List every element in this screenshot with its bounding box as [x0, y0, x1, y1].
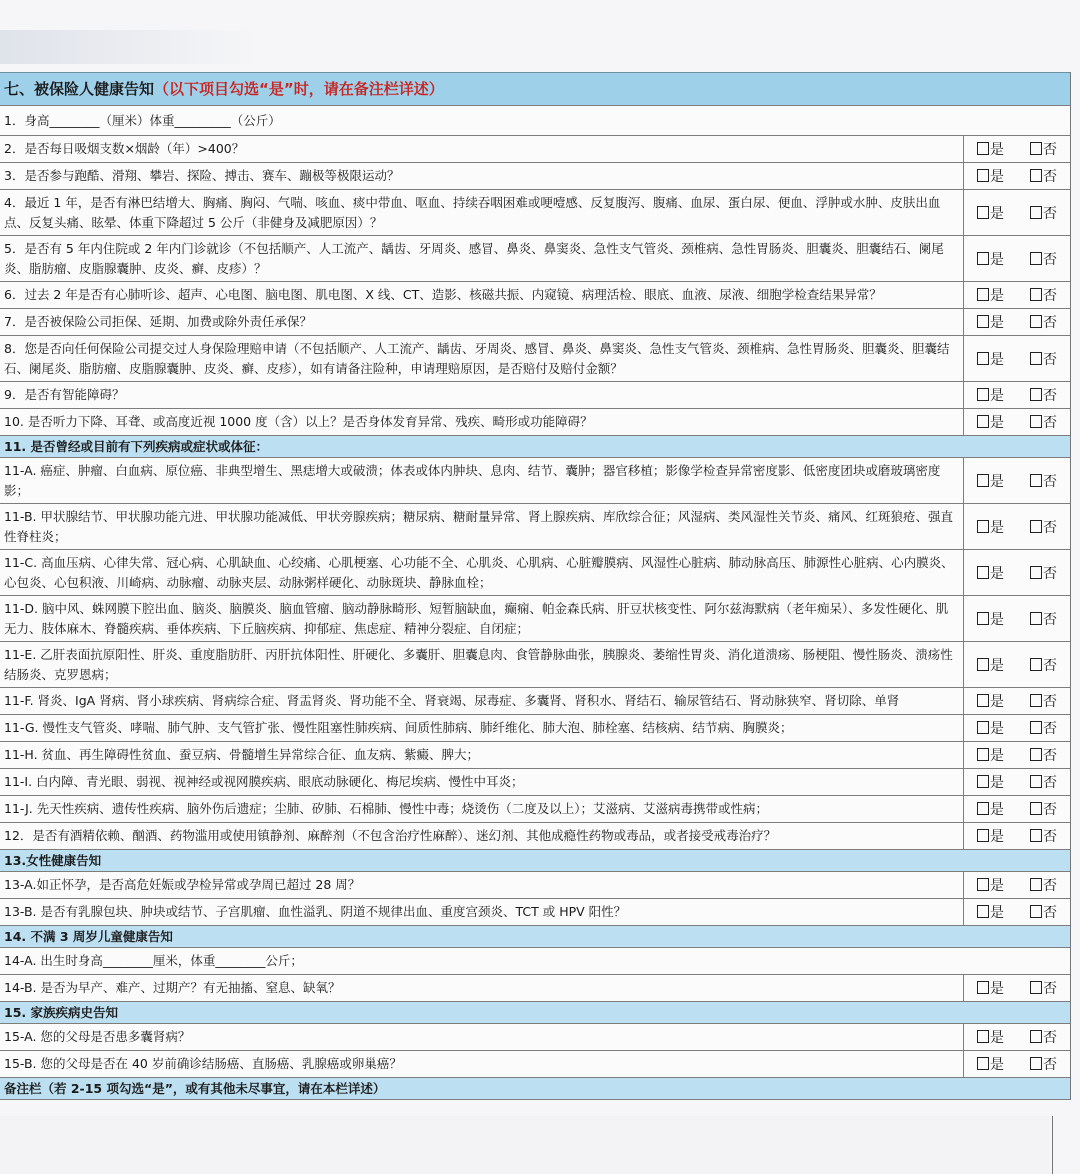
section-label: 11. 是否曾经或目前有下列疾病或症状或体征： [4, 438, 268, 454]
question-text: 7．是否被保险公司拒保、延期、加费或除外责任承保？ [4, 314, 312, 329]
answer-cell [963, 336, 1070, 381]
checkbox-icon[interactable] [977, 474, 989, 487]
no-option[interactable] [1030, 875, 1057, 895]
answer-cell [963, 409, 1070, 435]
no-label: 否 [1043, 611, 1057, 628]
question-text: 11-B. 甲状腺结节、甲状腺功能亢进、甲状腺功能减低、甲状旁腺疾病；糖尿病、糖耐量异常、肾上腺疾病、库欣综合征；风湿病、类风湿性关节炎、痛风、红斑狼疮、强直性脊柱炎； [4, 508, 953, 544]
checkbox-icon[interactable] [1030, 169, 1042, 182]
question-text: 3．是否参与跑酷、滑翔、攀岩、探险、搏击、赛车、蹦极等极限运动？ [4, 168, 400, 183]
answer-cell [963, 688, 1070, 714]
no-label: 否 [1043, 205, 1057, 222]
yes-option[interactable] [977, 691, 1004, 711]
yes-label: 是 [990, 315, 1004, 331]
question-text: 4．最近 1 年，是否有淋巴结增大、胸痛、胸闷、气喘、咳血、痰中带血、呕血、持续吞咽困难或哽噎感、反复腹泻、腹痛、血尿、蛋白尿、便血、浮肿或水肿、皮肤出血点、反复头痛、眩晕、体重下降超过 5 公斤（非健身及减肥原因）？ [4, 194, 941, 230]
checkbox-icon[interactable] [1030, 315, 1042, 328]
question-text: 2．是否每日吸烟支数×烟龄（年）>400？ [4, 141, 245, 156]
question-text: 15-B. 您的父母是否在 40 岁前确诊结肠癌、直肠癌、乳腺癌或卵巢癌？ [4, 1056, 402, 1071]
answer-cell [963, 282, 1070, 308]
no-option[interactable] [1030, 655, 1057, 675]
no-option[interactable] [1030, 1027, 1057, 1047]
section-header [0, 72, 1070, 106]
question-row [0, 236, 1070, 282]
checkbox-icon[interactable] [1030, 905, 1042, 918]
checkbox-icon[interactable] [977, 415, 989, 428]
answer-cell [963, 382, 1070, 408]
section-label: 13.女性健康告知 [4, 852, 102, 868]
checkbox-icon[interactable] [977, 169, 989, 182]
yes-option[interactable] [977, 349, 1004, 369]
checkbox-icon[interactable] [1030, 721, 1042, 734]
question-row [0, 336, 1070, 382]
no-label: 否 [1043, 878, 1057, 894]
checkbox-icon[interactable] [977, 878, 989, 891]
checkbox-icon[interactable] [977, 315, 989, 328]
no-option[interactable] [1030, 978, 1057, 998]
yes-label: 是 [990, 1057, 1004, 1073]
yes-label: 是 [990, 981, 1004, 997]
question-text: 14-B. 是否为早产、难产、过期产？有无抽搐、窒息、缺氧？ [4, 980, 341, 995]
answer-cell [963, 190, 1070, 235]
no-option[interactable] [1030, 349, 1057, 369]
no-label: 否 [1043, 519, 1057, 536]
yes-option[interactable] [977, 249, 1004, 269]
yes-label: 是 [990, 1030, 1004, 1046]
yes-label: 是 [990, 775, 1004, 791]
no-label: 否 [1043, 748, 1057, 764]
yes-option[interactable] [977, 655, 1004, 675]
checkbox-icon[interactable] [977, 1057, 989, 1070]
yes-option[interactable] [977, 563, 1004, 583]
no-option[interactable] [1030, 799, 1057, 819]
yes-option[interactable] [977, 471, 1004, 491]
answer-cell [963, 899, 1070, 925]
question-row [0, 309, 1070, 336]
answer-cell [963, 642, 1070, 687]
no-option[interactable] [1030, 1054, 1057, 1074]
answer-cell [963, 163, 1070, 189]
question-row [0, 106, 1070, 136]
question-text: 15-A. 您的父母是否患多囊肾病？ [4, 1029, 191, 1044]
page-shadow [0, 30, 260, 64]
checkbox-icon[interactable] [977, 829, 989, 842]
no-option[interactable] [1030, 412, 1057, 432]
no-label: 否 [1043, 142, 1057, 158]
question-row [0, 642, 1070, 688]
checkbox-icon[interactable] [977, 352, 989, 365]
no-option[interactable] [1030, 902, 1057, 922]
answer-cell [963, 975, 1070, 1001]
question-row [0, 769, 1070, 796]
checkbox-icon[interactable] [1030, 694, 1042, 707]
answer-cell [963, 742, 1070, 768]
checkbox-icon[interactable] [977, 288, 989, 301]
question-row [0, 823, 1070, 850]
answer-cell [963, 769, 1070, 795]
yes-option[interactable] [977, 285, 1004, 305]
question-text: 1．身高________（厘米）体重_________（公斤） [4, 112, 281, 128]
question-text: 11-D. 脑中风、蛛网膜下腔出血、脑炎、脑膜炎、脑血管瘤、脑动静脉畸形、短暂脑缺血，癫痫、帕金森氏病、肝豆状核变性、阿尔兹海默病（老年痴呆）、多发性硬化、肌无力、肢体麻木、脊髓疾病、垂体疾病、下丘脑疾病、抑郁症、焦虑症、精神分裂症、自闭症； [4, 600, 949, 636]
question-row [0, 596, 1070, 642]
remarks-border [1052, 1116, 1053, 1174]
yes-option[interactable] [977, 139, 1004, 159]
yes-option[interactable] [977, 745, 1004, 765]
yes-label: 是 [990, 829, 1004, 845]
yes-label: 是 [990, 251, 1004, 268]
no-option[interactable] [1030, 826, 1057, 846]
question-row [0, 190, 1070, 236]
health-declaration-table [0, 72, 1071, 1100]
checkbox-icon[interactable] [977, 252, 989, 265]
no-option[interactable] [1030, 772, 1057, 792]
checkbox-icon[interactable] [977, 520, 989, 533]
yes-label: 是 [990, 415, 1004, 431]
question-row [0, 1024, 1070, 1051]
no-option[interactable] [1030, 517, 1057, 537]
checkbox-icon[interactable] [1030, 252, 1042, 265]
yes-option[interactable] [977, 978, 1004, 998]
checkbox-icon[interactable] [1030, 802, 1042, 815]
answer-cell [963, 596, 1070, 641]
no-option[interactable] [1030, 718, 1057, 738]
no-label: 否 [1043, 288, 1057, 304]
section-label: 14. 不满 3 周岁儿童健康告知 [4, 928, 173, 944]
question-text: 11-F. 肾炎、IgA 肾病、肾小球疾病、肾病综合症、肾盂肾炎、肾功能不全、肾衰竭、尿毒症、多囊肾、肾积水、肾结石、输尿管结石、肾动脉狭窄、肾切除、单肾 [4, 693, 900, 708]
yes-label: 是 [990, 473, 1004, 490]
checkbox-icon[interactable] [977, 694, 989, 707]
checkbox-icon[interactable] [1030, 878, 1042, 891]
no-label: 否 [1043, 169, 1057, 185]
answer-cell [963, 550, 1070, 595]
answer-cell [963, 796, 1070, 822]
yes-option[interactable] [977, 902, 1004, 922]
question-row [0, 550, 1070, 596]
checkbox-icon[interactable] [977, 206, 989, 219]
no-option[interactable] [1030, 563, 1057, 583]
question-row [0, 948, 1070, 975]
yes-option[interactable] [977, 203, 1004, 223]
yes-label: 是 [990, 748, 1004, 764]
checkbox-icon[interactable] [1030, 612, 1042, 625]
answer-cell [963, 1051, 1070, 1077]
checkbox-icon[interactable] [1030, 288, 1042, 301]
no-label: 否 [1043, 415, 1057, 431]
question-text: 11-G. 慢性支气管炎、哮喘、肺气肿、支气管扩张、慢性阻塞性肺疾病、间质性肺病、肺纤维化、肺大泡、肺栓塞、结核病、结节病、胸膜炎； [4, 720, 793, 735]
yes-label: 是 [990, 388, 1004, 404]
no-option[interactable] [1030, 285, 1057, 305]
question-row [0, 975, 1070, 1002]
yes-label: 是 [990, 205, 1004, 222]
no-label: 否 [1043, 251, 1057, 268]
yes-label: 是 [990, 611, 1004, 628]
question-row [0, 282, 1070, 309]
answer-cell [963, 504, 1070, 549]
no-option[interactable] [1030, 203, 1057, 223]
section-row [0, 850, 1070, 872]
checkbox-icon[interactable] [1030, 388, 1042, 401]
section-note: （以下项目勾选“是”时，请在备注栏详述） [154, 80, 444, 98]
question-row [0, 688, 1070, 715]
question-row [0, 409, 1070, 436]
checkbox-icon[interactable] [1030, 415, 1042, 428]
remarks-area[interactable] [0, 1116, 1050, 1174]
no-label: 否 [1043, 721, 1057, 737]
answer-cell [963, 872, 1070, 898]
answer-cell [963, 236, 1070, 281]
question-row [0, 715, 1070, 742]
yes-label: 是 [990, 142, 1004, 158]
checkbox-icon[interactable] [1030, 1030, 1042, 1043]
question-row [0, 796, 1070, 823]
no-label: 否 [1043, 657, 1057, 674]
checkbox-icon[interactable] [977, 612, 989, 625]
no-label: 否 [1043, 694, 1057, 710]
checkbox-icon[interactable] [1030, 1057, 1042, 1070]
checkbox-icon[interactable] [1030, 748, 1042, 761]
yes-option[interactable] [977, 385, 1004, 405]
no-label: 否 [1043, 829, 1057, 845]
question-row [0, 742, 1070, 769]
yes-label: 是 [990, 721, 1004, 737]
question-row [0, 382, 1070, 409]
checkbox-icon[interactable] [977, 142, 989, 155]
no-label: 否 [1043, 802, 1057, 818]
question-text: 11-H. 贫血、再生障碍性贫血、蚕豆病、骨髓增生异常综合征、血友病、紫癜、脾大； [4, 747, 480, 762]
question-text: 11-I. 白内障、青光眼、弱视、视神经或视网膜疾病、眼底动脉硬化、梅尼埃病、慢性中耳炎； [4, 774, 524, 789]
checkbox-icon[interactable] [1030, 829, 1042, 842]
checkbox-icon[interactable] [977, 802, 989, 815]
checkbox-icon[interactable] [1030, 658, 1042, 671]
answer-cell [963, 823, 1070, 849]
question-text: 11-A. 癌症、肿瘤、白血病、原位癌、非典型增生、黑痣增大或破溃；体表或体内肿块、息肉、结节、囊肿；器官移植；影像学检查异常密度影、低密度团块或磨玻璃密度影； [4, 462, 941, 498]
checkbox-icon[interactable] [1030, 352, 1042, 365]
no-label: 否 [1043, 388, 1057, 404]
yes-option[interactable] [977, 826, 1004, 846]
question-text: 10. 是否听力下降、耳聋、或高度近视 1000 度（含）以上？是否身体发育异常、残疾、畸形或功能障碍？ [4, 414, 593, 429]
checkbox-icon[interactable] [977, 1030, 989, 1043]
checkbox-icon[interactable] [1030, 566, 1042, 579]
section-title: 七、被保险人健康告知 [4, 80, 155, 98]
yes-option[interactable] [977, 875, 1004, 895]
yes-option[interactable] [977, 166, 1004, 186]
answer-cell [963, 309, 1070, 335]
checkbox-icon[interactable] [1030, 142, 1042, 155]
question-text: 13-A.如正怀孕，是否高危妊娠或孕检异常或孕周已超过 28 周？ [4, 877, 361, 892]
yes-label: 是 [990, 878, 1004, 894]
no-option[interactable] [1030, 609, 1057, 629]
yes-option[interactable] [977, 799, 1004, 819]
no-option[interactable] [1030, 139, 1057, 159]
yes-option[interactable] [977, 609, 1004, 629]
question-row [0, 872, 1070, 899]
yes-label: 是 [990, 169, 1004, 185]
yes-label: 是 [990, 351, 1004, 368]
no-label: 否 [1043, 1030, 1057, 1046]
question-text: 11-C. 高血压病、心律失常、冠心病、心肌缺血、心绞痛、心肌梗塞、心功能不全、心肌炎、心肌病、心脏瓣膜病、风湿性心脏病、肺动脉高压、肺源性心脏病、心内膜炎、心包炎、心包积液、川崎病、动脉瘤、动脉夹层、动脉粥样硬化、动脉斑块、静脉血栓； [4, 554, 954, 590]
yes-option[interactable] [977, 312, 1004, 332]
section-row [0, 436, 1070, 458]
question-row [0, 458, 1070, 504]
no-option[interactable] [1030, 166, 1057, 186]
answer-cell [963, 458, 1070, 503]
question-text: 11-E. 乙肝表面抗原阳性、肝炎、重度脂肪肝、丙肝抗体阳性、肝硬化、多囊肝、胆囊息肉、食管静脉曲张，胰腺炎、萎缩性胃炎、消化道溃疡、肠梗阻、慢性肠炎、溃疡性结肠炎、克罗恩病； [4, 646, 953, 682]
answer-cell [963, 136, 1070, 162]
yes-option[interactable] [977, 1027, 1004, 1047]
question-row [0, 504, 1070, 550]
checkbox-icon[interactable] [977, 388, 989, 401]
question-row [0, 136, 1070, 163]
section-row [0, 1078, 1070, 1100]
checkbox-icon[interactable] [977, 775, 989, 788]
section-row [0, 1002, 1070, 1024]
question-text: 11-J. 先天性疾病、遗传性疾病、脑外伤后遗症；尘肺、矽肺、石棉肺、慢性中毒；烧烫伤（二度及以上）；艾滋病、艾滋病毒携带或性病； [4, 801, 768, 816]
no-label: 否 [1043, 981, 1057, 997]
answer-cell [963, 715, 1070, 741]
yes-option[interactable] [977, 772, 1004, 792]
yes-option[interactable] [977, 517, 1004, 537]
checkbox-icon[interactable] [977, 658, 989, 671]
no-label: 否 [1043, 351, 1057, 368]
yes-label: 是 [990, 905, 1004, 921]
yes-option[interactable] [977, 412, 1004, 432]
checkbox-icon[interactable] [977, 721, 989, 734]
no-label: 否 [1043, 905, 1057, 921]
question-text: 5．是否有 5 年内住院或 2 年内门诊就诊（不包括顺产、人工流产、龋齿、牙周炎、感冒、鼻炎、鼻窦炎、急性支气管炎、颈椎病、急性胃肠炎、胆囊炎、胆囊结石、阑尾炎、脂肪瘤、皮脂腺囊肿、皮炎、癣、皮疹）？ [4, 240, 944, 276]
answer-cell [963, 1024, 1070, 1050]
question-row [0, 899, 1070, 926]
checkbox-icon[interactable] [977, 981, 989, 994]
no-label: 否 [1043, 565, 1057, 582]
question-text: 14-A. 出生时身高________厘米，体重________公斤； [4, 953, 303, 968]
checkbox-icon[interactable] [977, 748, 989, 761]
no-option[interactable] [1030, 471, 1057, 491]
question-text: 13-B. 是否有乳腺包块、肿块或结节、子宫肌瘤、血性溢乳、阴道不规律出血、重度宫颈炎、TCT 或 HPV 阳性？ [4, 904, 627, 919]
question-text: 9．是否有智能障碍？ [4, 387, 125, 402]
section-label: 15. 家族疾病史告知 [4, 1004, 118, 1020]
checkbox-icon[interactable] [1030, 474, 1042, 487]
checkbox-icon[interactable] [977, 905, 989, 918]
question-row [0, 163, 1070, 190]
checkbox-icon[interactable] [1030, 981, 1042, 994]
no-label: 否 [1043, 473, 1057, 490]
no-option[interactable] [1030, 312, 1057, 332]
yes-option[interactable] [977, 1054, 1004, 1074]
no-label: 否 [1043, 315, 1057, 331]
question-text: 8．您是否向任何保险公司提交过人身保险理赔申请（不包括顺产、人工流产、龋齿、牙周炎、感冒、鼻炎、鼻窦炎、急性支气管炎、颈椎病、急性胃肠炎、胆囊炎、胆囊结石、阑尾炎、脂肪瘤、皮脂腺囊肿、皮炎、癣、皮疹），如有请备注险种，申请理赔原因，是否赔付及赔付金额？ [4, 340, 950, 376]
yes-label: 是 [990, 802, 1004, 818]
question-row [0, 1051, 1070, 1078]
checkbox-icon[interactable] [977, 566, 989, 579]
yes-label: 是 [990, 694, 1004, 710]
question-text: 6．过去 2 年是否有心肺听诊、超声、心电图、脑电图、肌电图、X 线、CT、造影、核磁共振、内窥镜、病理活检、眼底、血液、尿液、细胞学检查结果异常？ [4, 287, 882, 302]
checkbox-icon[interactable] [1030, 520, 1042, 533]
no-label: 否 [1043, 1057, 1057, 1073]
no-label: 否 [1043, 775, 1057, 791]
no-option[interactable] [1030, 745, 1057, 765]
yes-option[interactable] [977, 718, 1004, 738]
section-row [0, 926, 1070, 948]
yes-label: 是 [990, 657, 1004, 674]
section-label: 备注栏（若 2-15 项勾选“是”，或有其他未尽事宜，请在本栏详述） [4, 1080, 386, 1096]
yes-label: 是 [990, 565, 1004, 582]
yes-label: 是 [990, 519, 1004, 536]
question-text: 12．是否有酒精依赖、酗酒、药物滥用或使用镇静剂、麻醉剂（不包含治疗性麻醉）、迷幻剂、其他成瘾性药物或毒品，或者接受戒毒治疗？ [4, 828, 777, 843]
yes-label: 是 [990, 288, 1004, 304]
no-option[interactable] [1030, 691, 1057, 711]
no-option[interactable] [1030, 249, 1057, 269]
checkbox-icon[interactable] [1030, 206, 1042, 219]
no-option[interactable] [1030, 385, 1057, 405]
checkbox-icon[interactable] [1030, 775, 1042, 788]
